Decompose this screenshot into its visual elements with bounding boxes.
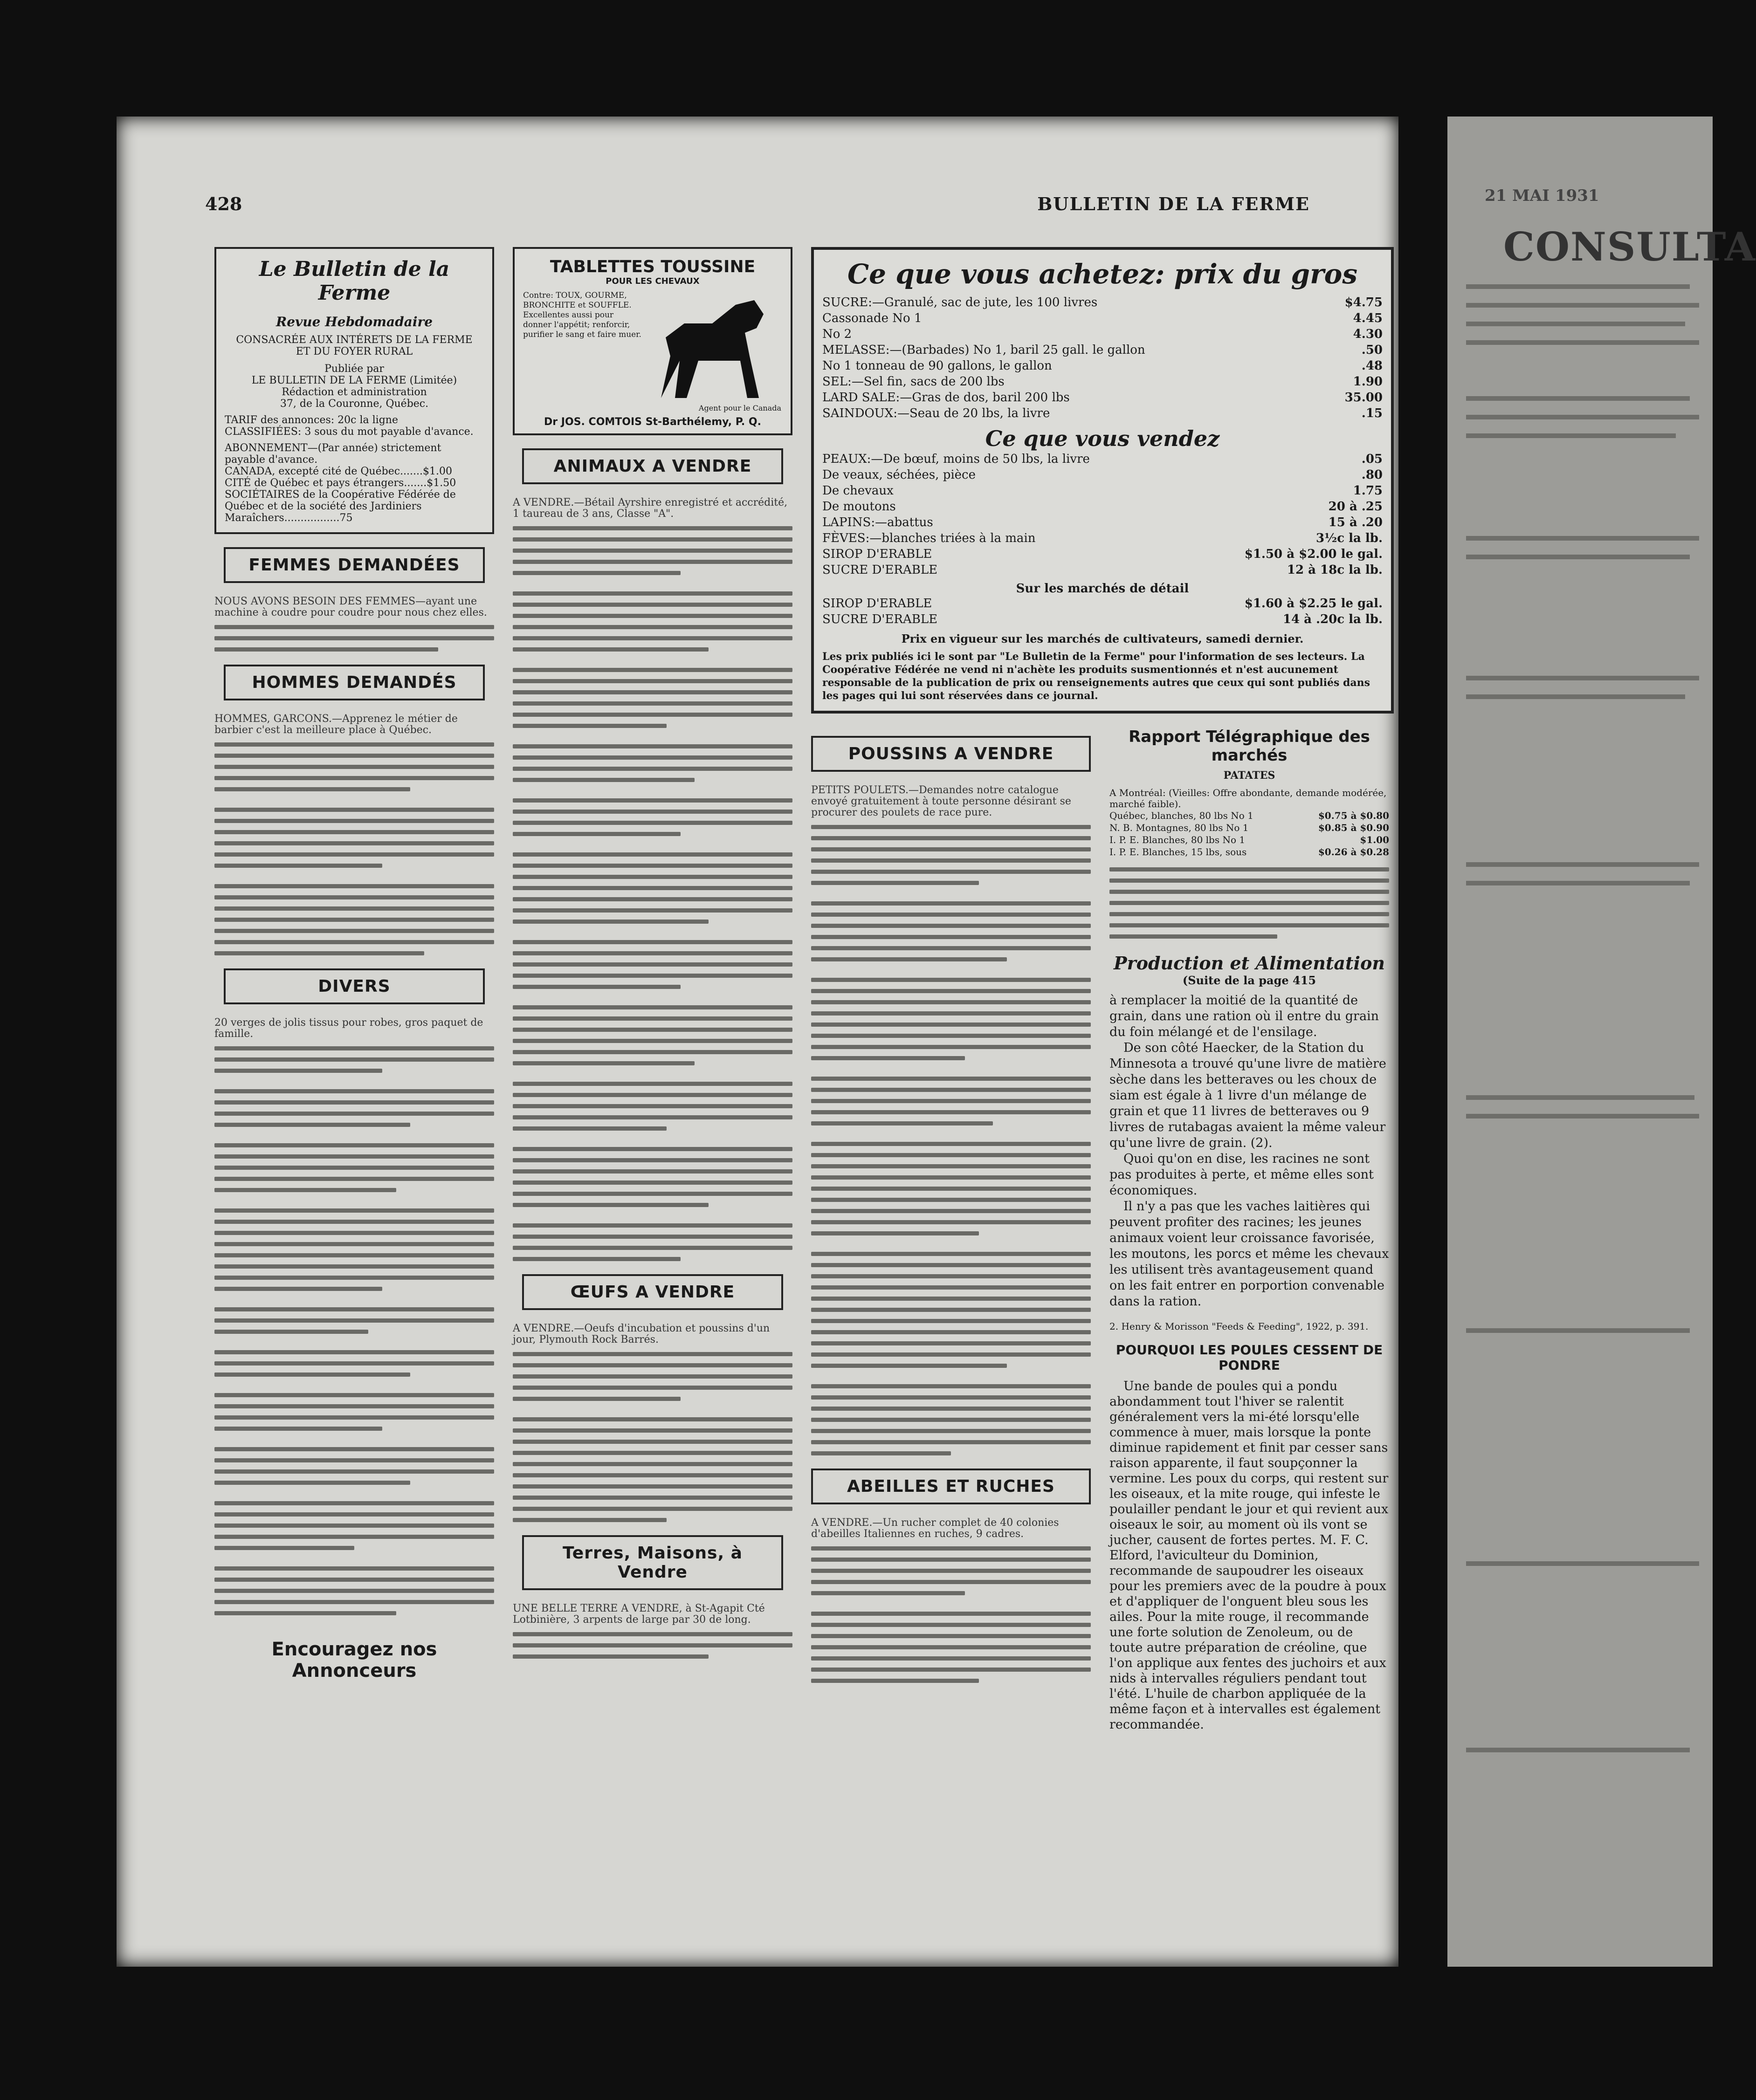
masthead-classifiees: CLASSIFIÉES: 3 sous du mot payable d'avance. <box>225 426 474 438</box>
section-terres: Terres, Maisons, à Vendre <box>522 1535 783 1590</box>
toussine-footer: Dr JOS. COMTOIS St-Barthélemy, P. Q. <box>544 416 761 428</box>
abeilles-ad: A VENDRE.—Un rucher complet de 40 colonies d'abeilles Italiennes en ruches, 9 cadres. <box>811 1517 1059 1540</box>
price-row: SAINDOUX:—Seau de 20 lbs, la livre .15 <box>822 406 1383 420</box>
column-1 <box>214 247 494 1681</box>
price-row: No 2 4.30 <box>822 327 1383 341</box>
masthead-societaires: SOCIÉTAIRES de la Coopérative Fédérée de Québec et de la société des Jardiniers Maraîchers.................75 <box>225 489 456 524</box>
masthead-line5: Rédaction et administration <box>282 386 427 398</box>
price-row: SUCRE:—Granulé, sac de jute, les 100 livres $4.75 <box>822 295 1383 309</box>
column-3 <box>811 723 1091 1732</box>
femmes-ad: NOUS AVONS BESOIN DES FEMMES—ayant une machine à coudre pour coudre pour nous chez elles. <box>214 596 487 618</box>
side-date: 21 MAI 1931 <box>1485 186 1599 205</box>
production-para1: à remplacer la moitié de la quantité de grain, dans une ration où il entre du grain du foin mélangé et de l'ensilage. <box>1109 993 1379 1039</box>
oeufs-ad: A VENDRE.—Oeufs d'incubation et poussins d'un jour, Plymouth Rock Barrés. <box>513 1323 770 1345</box>
sell-row: SIROP D'ERABLE $1.50 à $2.00 le gal. <box>822 547 1383 561</box>
bottom-ad: Encouragez nos Annonceurs <box>271 1639 437 1681</box>
toussine-ad <box>513 247 792 435</box>
rapport-row: I. P. E. Blanches, 80 lbs No 1 $1.00 <box>1109 834 1389 845</box>
rapport-montreal: A Montréal: (Vieilles: Offre abondante, demande modérée, marché faible). <box>1109 787 1387 810</box>
toussine-body: Contre: TOUX, GOURME, BRONCHITE et SOUFFLE. Excellentes aussi pour donner l'appétit; renforcir, purifier le sang et faire muer. <box>523 291 641 339</box>
rapport-title: Rapport Télégraphique des marchés <box>1129 727 1370 765</box>
poules-title: POURQUOI LES POULES CESSENT DE PONDRE <box>1116 1342 1383 1373</box>
section-oeufs: ŒUFS A VENDRE <box>522 1274 783 1310</box>
rapport-row: Québec, blanches, 80 lbs No 1 $0.75 à $0.80 <box>1109 810 1389 821</box>
production-para2: De son côté Haecker, de la Station du Minnesota a trouvé qu'une livre de matière sèche dans les betteraves ou les choux de siam est égale à 1 livre d'un mélange de grain et que 11 livres de betteraves ou 9 livres de rutabagas avaient la même valeur qu'une livre de grain. (2). <box>1109 1041 1386 1150</box>
rapport-row: N. B. Montagnes, 80 lbs No 1 $0.85 à $0.90 <box>1109 822 1389 833</box>
rapport-sub: PATATES <box>1223 769 1275 782</box>
price-row2: SIROP D'ERABLE $1.60 à $2.25 le gal. <box>822 597 1383 611</box>
page-number: 428 <box>205 193 242 214</box>
section-poussins: POUSSINS A VENDRE <box>811 736 1091 772</box>
price-footer1: Prix en vigueur sur les marchés de cultivateurs, samedi dernier. <box>901 632 1304 645</box>
newspaper-page <box>117 117 1398 1967</box>
price-title: Ce que vous achetez: prix du gros <box>847 258 1357 290</box>
rapport-row: I. P. E. Blanches, 15 lbs, sous $0.26 à $0.28 <box>1109 846 1389 858</box>
production-sub: (Suite de la page 415 <box>1182 974 1316 987</box>
adjacent-page <box>1447 117 1756 1967</box>
production-footnote: 2. Henry & Morisson "Feeds & Feeding", 1922, p. 391. <box>1109 1321 1369 1332</box>
divers-ad: 20 verges de jolis tissus pour robes, gros paquet de famille. <box>214 1017 483 1040</box>
price-row: Cassonade No 1 4.45 <box>822 311 1383 325</box>
masthead-tarif: TARIF des annonces: 20c la ligne <box>225 414 398 426</box>
sell-row: De moutons 20 à .25 <box>822 500 1383 514</box>
section-abeilles: ABEILLES ET RUCHES <box>811 1469 1091 1504</box>
section-animaux: ANIMAUX A VENDRE <box>522 448 783 484</box>
production-para3: Quoi qu'on en dise, les racines ne sont pas produites à perte, et même elles sont économiques. <box>1109 1152 1374 1198</box>
price-footer2: Les prix publiés ici le sont par "Le Bulletin de la Ferme" pour l'information de ses lecteurs. La Coopérative Fédérée ne vend ni n'achète les produits susmentionnés et n'est aucunement responsable de la publication de prix ou renseignements autres que ceux qui sont publiés dans les pages qui lui sont réservées dans ce journal. <box>822 651 1370 702</box>
toussine-title: TABLETTES TOUSSINE <box>550 257 756 276</box>
poules-para: Une bande de poules qui a pondu abondamment tout l'hiver se ralentit généralement vers la mi-été lorsqu'elle commence à muer, mais lorsque la ponte diminue rapidement et finit par cesser sans raison apparente, il faut soupçonner la vermine. Les poux du corps, qui restent sur les oiseaux, et la mite rouge, qui infeste le poulailler pendant le jour et qui revient aux oiseaux le soir, au moment où ils vont se jucher, causent de fortes pertes. M. F. C. Elford, l'aviculteur du Dominion, recommande de saupoudrer les oiseaux pour les premiers avec de la poudre à poux et d'appliquer de l'onguent bleu sous les ailes. Pour la mite rouge, il recommande une forte solution de Zenoleum, ou de toute autre préparation de créoline, que l'on applique aux fentes des juchoirs et aux nids à intervalles réguliers pendant tout l'été. L'huile de charbon appliquée de la même façon et à intervalles est également recommandée. <box>1109 1379 1389 1732</box>
masthead-abonnement: ABONNEMENT—(Par année) strictement payable d'avance. <box>225 442 441 466</box>
section-femmes: FEMMES DEMANDÉES <box>224 547 485 583</box>
price-row: SEL:—Sel fin, sacs de 200 lbs 1.90 <box>822 375 1383 389</box>
sell-row: De chevaux 1.75 <box>822 484 1383 498</box>
masthead-line2: ET DU FOYER RURAL <box>296 346 413 357</box>
masthead-line3: Publiée par <box>324 363 384 375</box>
price-row: MELASSE:—(Barbades) No 1, baril 25 gall. le gallon .50 <box>822 343 1383 357</box>
terres-ad: UNE BELLE TERRE A VENDRE, à St-Agapit Cté Lotbinière, 3 arpents de large par 30 de long. <box>513 1603 765 1626</box>
sell-row: FÈVES:—blanches triées à la main 3½c la lb. <box>822 531 1383 545</box>
masthead-title: Le Bulletin de la Ferme <box>259 257 450 305</box>
sell-row: PEAUX:—De bœuf, moins de 50 lbs, la livre .05 <box>822 452 1383 466</box>
price-row2: SUCRE D'ERABLE 14 à .20c la lb. <box>822 612 1383 626</box>
production-para4: Il n'y a pas que les vaches laitières qui peuvent profiter des racines; les jeunes animaux voient leur croissance favorisée, les moutons, les porcs et même les chevaux les utilisent très avantageusement quand on les fait entrer en porportion convenable dans la ration. <box>1109 1199 1389 1309</box>
production-title: Production et Alimentation <box>1114 953 1385 974</box>
masthead-line4: LE BULLETIN DE LA FERME (Limitée) <box>251 375 457 386</box>
masthead-cite: CITÉ de Québec et pays étrangers.......$1.50 <box>225 477 456 489</box>
animaux-ad: A VENDRE.—Bétail Ayrshire enregistré et accrédité, 1 taureau de 3 ans, Classe "A". <box>513 497 788 520</box>
markets-note: Sur les marchés de détail <box>1016 582 1189 596</box>
column-2 <box>513 247 792 1666</box>
sell-row: SUCRE D'ERABLE 12 à 18c la lb. <box>822 563 1383 577</box>
column-4 <box>1109 723 1389 1732</box>
masthead-box <box>214 247 494 534</box>
poussins-ad: PETITS POULETS.—Demandes notre catalogue envoyé gratuitement à toute personne désirant se procurer des poulets de race pure. <box>811 784 1071 818</box>
sell-title: Ce que vous vendez <box>985 426 1220 451</box>
section-hommes: HOMMES DEMANDÉS <box>224 665 485 700</box>
toussine-agent: Agent pour le Canada <box>698 404 781 412</box>
toussine-sub: POUR LES CHEVAUX <box>606 276 700 286</box>
price-row: No 1 tonneau de 90 gallons, le gallon .48 <box>822 359 1383 373</box>
side-title: CONSULTA <box>1503 224 1756 270</box>
price-box <box>811 247 1394 714</box>
masthead-line1: CONSACRÉE AUX INTÉRETS DE LA FERME <box>236 334 473 346</box>
price-row: LARD SALE:—Gras de dos, baril 200 lbs 35.00 <box>822 391 1383 405</box>
publication-name: BULLETIN DE LA FERME <box>1037 193 1310 214</box>
masthead-canada: CANADA, excepté cité de Québec.......$1.00 <box>225 466 452 477</box>
hommes-ad: HOMMES, GARCONS.—Apprenez le métier de barbier c'est la meilleure place à Québec. <box>214 713 458 736</box>
right-area <box>811 247 1394 1732</box>
horse-icon <box>642 286 782 407</box>
masthead-subtitle: Revue Hebdomadaire <box>275 314 433 329</box>
section-divers: DIVERS <box>224 968 485 1004</box>
sell-row: De veaux, séchées, pièce .80 <box>822 468 1383 482</box>
masthead-line6: 37, de la Couronne, Québec. <box>280 398 429 410</box>
sell-row: LAPINS:—abattus 15 à .20 <box>822 515 1383 529</box>
